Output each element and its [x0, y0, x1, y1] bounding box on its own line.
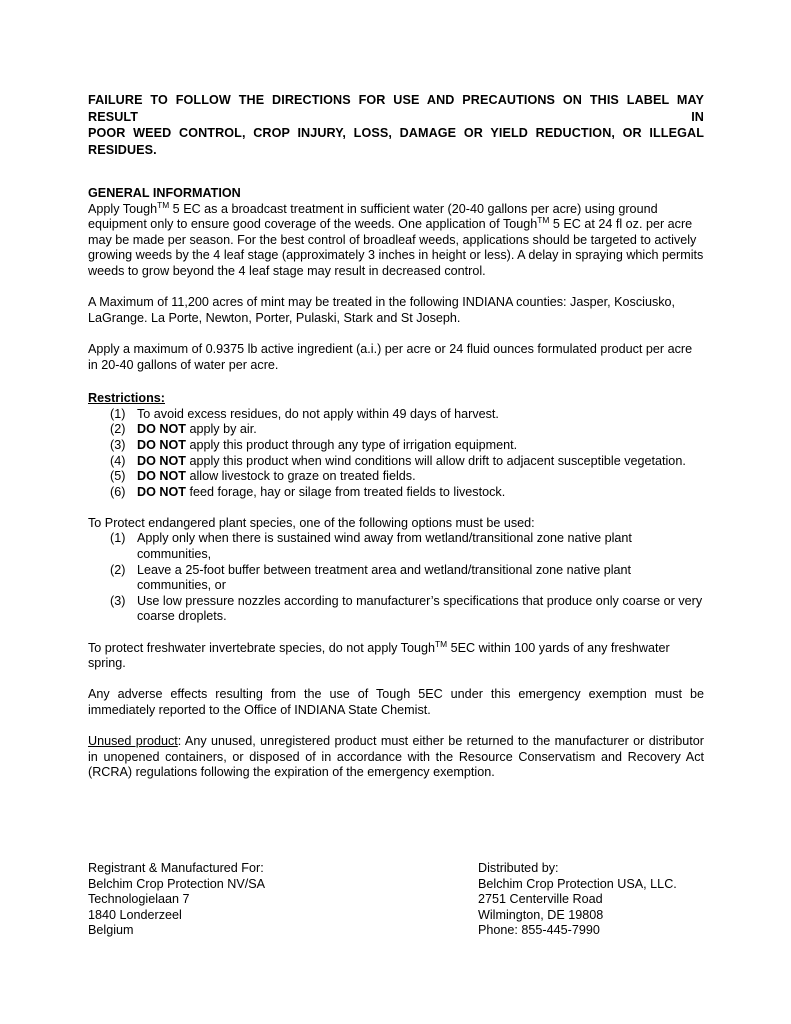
distributor-address-line: 2751 Centerville Road — [478, 892, 603, 907]
list-item-number: (5) — [110, 469, 126, 484]
general-info-text-3: 5 EC at 24 fl oz. per acre may be made per season. For the best control of broadleaf weeds, applications should be targeted to actively growing weeds by the 4 leaf stage (approximately 3 inches in height or less). A delay in spraying which permits weeds to grow beyond the 4 leaf stage may result in decreased control. — [88, 217, 704, 278]
spacer — [88, 719, 704, 735]
spacer — [88, 373, 704, 389]
general-info-text-2: 5 EC as a broadcast treatment in sufficient water (20-40 gallons per acre) using ground equipment only to ensure good coverage of the weeds. One application of Tough — [88, 201, 658, 232]
spacer — [88, 326, 704, 342]
list-item-number: (1) — [110, 531, 126, 546]
list-item-emphasis: DO NOT — [137, 484, 186, 499]
endangered-species-intro: To Protect endangered plant species, one of the following options must be used: — [88, 515, 535, 530]
list-item-text: allow livestock to graze on treated fields. — [185, 469, 416, 484]
list-item-text: Use low pressure nozzles according to manufacturer’s specifications that produce only coarse or very coarse droplets. — [137, 593, 703, 624]
list-item-emphasis: DO NOT — [137, 422, 186, 437]
list-item-number: (4) — [110, 453, 126, 468]
restrictions-list — [88, 407, 704, 501]
list-item-text: feed forage, hay or silage from treated fields to livestock. — [185, 484, 506, 499]
list-item-number: (3) — [110, 437, 126, 452]
list-item — [88, 563, 704, 594]
freshwater-paragraph — [88, 638, 704, 672]
general-info-text-1: Apply Tough — [88, 201, 158, 216]
registrant-column — [88, 861, 458, 939]
registrant-address-line: Belchim Crop Protection NV/SA — [88, 876, 266, 891]
list-item-number: (6) — [110, 484, 126, 499]
list-item — [88, 485, 704, 501]
spacer — [88, 672, 704, 688]
list-item-text: To avoid excess residues, do not apply within 49 days of harvest. — [137, 406, 499, 421]
general-information-title: GENERAL INFORMATION — [88, 186, 241, 200]
trademark-superscript: TM — [537, 215, 550, 225]
endangered-species-section — [88, 516, 704, 625]
counties-paragraph: A Maximum of 11,200 acres of mint may be treated in the following INDIANA counties: Jasper, Kosciusko, LaGrange. La Porte, Newton, Porter, Pulaski, Stark and St Joseph. — [88, 295, 676, 325]
distributor-column — [478, 861, 704, 939]
list-item-emphasis: DO NOT — [137, 437, 186, 452]
list-item — [88, 407, 704, 423]
list-item-number: (2) — [110, 562, 126, 577]
restrictions-title: Restrictions: — [88, 390, 165, 405]
freshwater-text-1: To protect freshwater invertebrate species, do not apply Tough — [88, 640, 435, 655]
trademark-superscript: TM — [157, 199, 170, 210]
spacer — [88, 280, 704, 296]
distributor-address-line: Belchim Crop Protection USA, LLC. — [478, 876, 677, 891]
unused-product-text: : Any unused, unregistered product must either be returned to the manufacturer or distributor in unopened containers, or disposed of in accordance with the Resource Conservatism and Recovery Act (RCRA) regulations following the expiration of the emergency exemption. — [88, 734, 704, 780]
list-item — [88, 594, 704, 625]
list-item-number: (3) — [110, 593, 126, 608]
registrant-address-line: 1840 Londerzeel — [88, 907, 182, 922]
list-item-number: (2) — [110, 422, 126, 437]
distributor-address-line: Wilmington, DE 19808 — [478, 907, 604, 922]
warning-heading-line-1: FAILURE TO FOLLOW THE DIRECTIONS FOR USE AND PRECAUTIONS ON THIS LABEL MAY RESULT IN — [88, 93, 704, 124]
spacer — [88, 158, 704, 186]
distributor-heading: Distributed by: — [478, 860, 559, 875]
distributor-phone: Phone: 855-445-7990 — [478, 923, 600, 938]
list-item-text: Apply only when there is sustained wind away from wetland/transitional zone native plant communities, — [137, 531, 632, 562]
list-item-text: Leave a 25-foot buffer between treatment area and wetland/transitional zone native plant communities, or — [137, 562, 632, 593]
list-item-number: (1) — [110, 406, 126, 421]
registrant-heading: Registrant & Manufactured For: — [88, 860, 264, 875]
list-item-text: apply by air. — [185, 422, 257, 437]
list-item-text: apply this product through any type of irrigation equipment. — [185, 437, 518, 452]
application-rate-paragraph: Apply a maximum of 0.9375 lb active ingredient (a.i.) per acre or 24 fluid ounces formulated product per acre in 20-40 gallons of water per acre. — [88, 341, 693, 372]
restrictions-section — [88, 389, 704, 501]
list-item-emphasis: DO NOT — [137, 469, 186, 484]
list-item — [88, 469, 704, 485]
unused-product-label: Unused product — [88, 734, 178, 749]
warning-heading — [88, 92, 704, 158]
general-information-paragraph — [88, 199, 704, 280]
list-item-emphasis: DO NOT — [137, 453, 186, 468]
document-content — [88, 92, 704, 938]
adverse-effects-paragraph: Any adverse effects resulting from the use of Tough 5EC under this emergency exemption must be immediately reported to the Office of INDIANA State Chemist. — [88, 687, 704, 717]
registrant-address-line: Technologielaan 7 — [88, 892, 190, 907]
spacer — [88, 625, 704, 641]
registrant-address-line: Belgium — [88, 923, 134, 938]
endangered-species-list — [88, 531, 704, 625]
warning-heading-line-2: POOR WEED CONTROL, CROP INJURY, LOSS, DAMAGE OR YIELD REDUCTION, OR ILLEGAL RESIDUES. — [88, 126, 704, 157]
list-item — [88, 438, 704, 454]
list-item — [88, 422, 704, 438]
trademark-superscript: TM — [435, 638, 448, 649]
list-item — [88, 454, 704, 470]
spacer — [88, 500, 704, 516]
unused-product-paragraph — [88, 734, 704, 781]
list-item — [88, 531, 704, 562]
freshwater-text-2: 5EC within 100 yards of any freshwater spring. — [88, 640, 670, 671]
list-item-text: apply this product when wind conditions will allow drift to adjacent susceptible vegetation. — [185, 453, 686, 468]
spacer — [88, 781, 704, 861]
